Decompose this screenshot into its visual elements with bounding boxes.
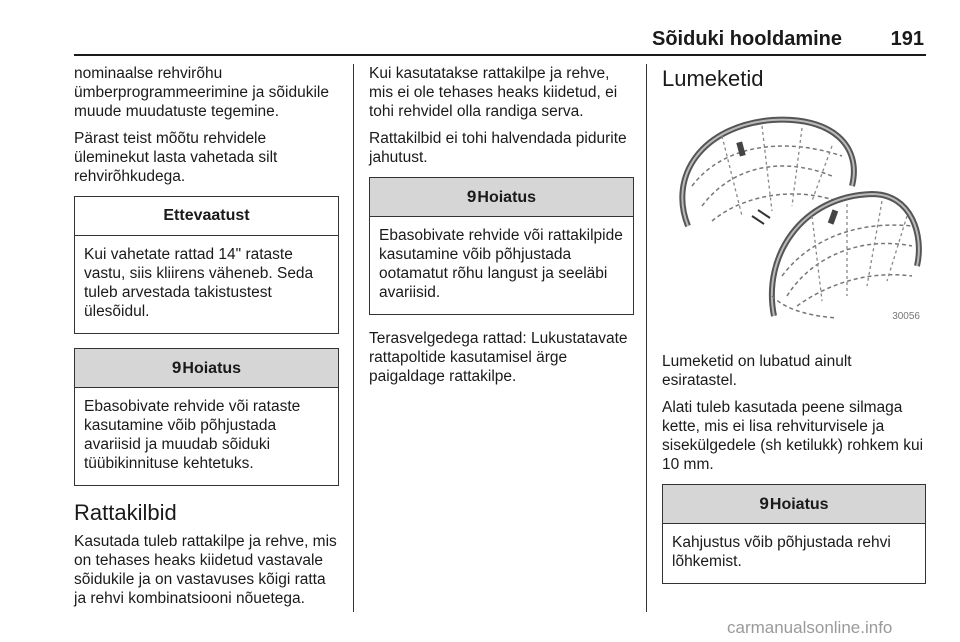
warning-triangle-icon: 9 (759, 494, 769, 513)
caution-title: Ettevaatust (75, 197, 338, 236)
paragraph: Kasutada tuleb rattakilpe ja rehve, mis on tehases heaks kiidetud vastavale sõidukile ja on vastavuses kõigi ratta ja rehvi kombinatsiooni nõuetega. (74, 533, 337, 607)
warning-body: Kahjustus võib põhjustada rehvi lõhkemist. (672, 534, 891, 570)
paragraph: Alati tuleb kasutada peene silmaga kette, mis ei lisa rehviturvisele ja sisekülgedele (sh ketilukk) rohkem kui 10 mm. (662, 399, 924, 473)
warning-header (370, 178, 633, 217)
warning-box (74, 348, 339, 486)
warning-title: Hoiatus (182, 360, 242, 377)
watermark[interactable]: carmanualsonline.info (727, 618, 893, 637)
column-1 (74, 64, 339, 616)
warning-title: Hoiatus (477, 189, 537, 206)
snow-chain-illustration (662, 106, 926, 328)
caution-body: Kui vahetate rattad 14" rataste vastu, siis kliirens väheneb. Seda tuleb arvestada takistustest ülesõidul. (84, 246, 314, 320)
warning-box (662, 484, 926, 584)
column-3 (662, 64, 926, 598)
warning-header (663, 485, 925, 524)
paragraph: Pärast teist mõõtu rehvidele üleminekut lasta vahetada silt rehvirõhkudega. (74, 130, 278, 185)
warning-triangle-icon: 9 (466, 187, 477, 206)
warning-title: Hoiatus (769, 496, 829, 513)
paragraph: Terasvelgedega rattad: Lukustatavate rattapoltide kasutamisel ärge paigaldage rattakilpe. (369, 330, 628, 385)
page-header (74, 26, 926, 56)
snow-chain-icon (662, 106, 926, 328)
paragraph: Rattakilbid ei tohi halvendada pidurite jahutust. (369, 130, 627, 166)
section-heading: Rattakilbid (74, 500, 177, 525)
paragraph: Kui kasutatakse rattakilpe ja rehve, mis ei ole tehases heaks kiidetud, ei tohi rehvidel olla randiga serva. (369, 65, 618, 120)
column-2 (369, 64, 634, 394)
section-heading: Lumeketid (662, 66, 764, 91)
column-divider (646, 64, 647, 612)
warning-header (75, 349, 338, 388)
caution-box (74, 196, 339, 334)
warning-body: Ebasobivate rehvide või rattakilpide kasutamine võib põhjustada ootamatut rõhu langust ja seeläbi avariisid. (379, 227, 623, 301)
warning-triangle-icon: 9 (171, 358, 182, 377)
warning-body: Ebasobivate rehvide või rataste kasutamine võib põhjustada avariisid ja muudab sõiduki tüübikinnituse kehtetuks. (84, 398, 301, 472)
paragraph: nominaalse rehvirõhu ümberprogrammeerimine ja sõidukile muude muudatuste tegemine. (74, 65, 329, 120)
page-number: 191 (890, 28, 924, 50)
figure-code: 30056 (892, 311, 920, 322)
warning-box (369, 177, 634, 315)
column-divider (353, 64, 354, 612)
section-title: Sõiduki hooldamine (651, 28, 842, 50)
paragraph: Lumeketid on lubatud ainult esiratastel. (662, 353, 852, 389)
